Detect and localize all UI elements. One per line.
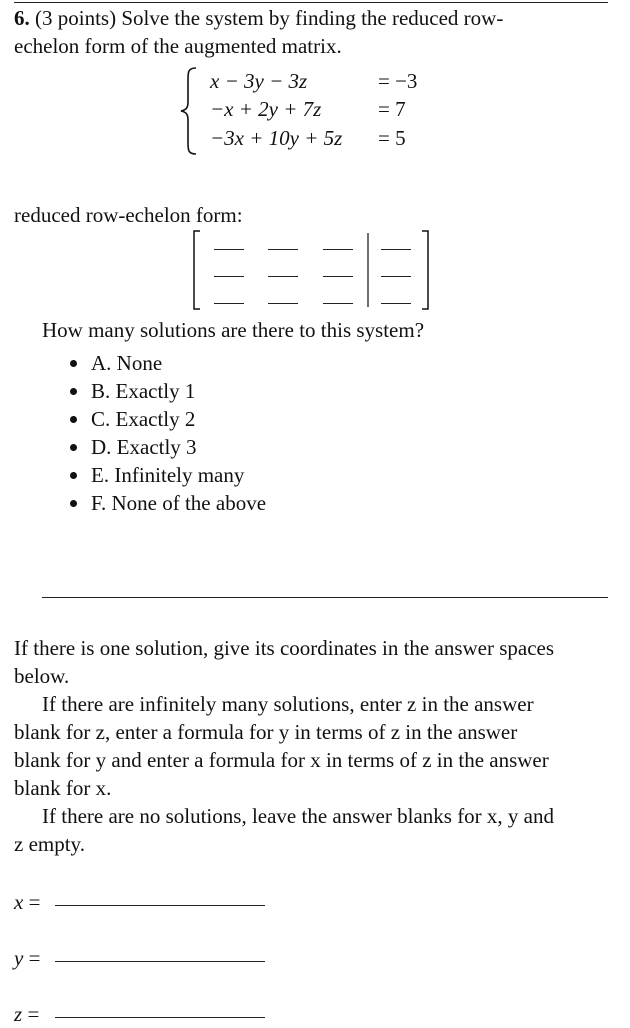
rref-entry-r1c1[interactable] — [214, 249, 244, 250]
answer-y-row — [14, 944, 40, 972]
top-rule — [14, 2, 608, 3]
solutions-question: How many solutions are there to this system? — [42, 318, 425, 342]
answer-z-eq: = — [27, 1002, 40, 1026]
instruction-2-line-4: blank for x. — [14, 776, 112, 800]
instruction-1-line-1: If there is one solution, give its coordinates in the answer spaces — [14, 636, 555, 660]
rref-entry-r3c2[interactable] — [268, 303, 298, 304]
system-row-3-rhs: = 5 — [378, 126, 406, 150]
bullet-icon — [70, 416, 77, 423]
option-a[interactable] — [70, 349, 162, 377]
system-row-3-lhs: −3x + 10y + 5z — [210, 126, 343, 150]
answer-y-blank[interactable] — [55, 961, 265, 962]
answer-x-eq: = — [28, 890, 41, 914]
bullet-icon — [70, 444, 77, 451]
rref-matrix — [190, 229, 432, 311]
option-e[interactable] — [70, 461, 244, 489]
problem-line-1: (3 points) Solve the system by finding the reduced row- — [35, 6, 504, 30]
problem-number: 6. — [14, 6, 30, 30]
bullet-icon — [70, 500, 77, 507]
instruction-2-line-1: If there are infinitely many solutions, enter z in the answer — [42, 692, 534, 716]
option-b-label: B. Exactly 1 — [91, 379, 196, 403]
system-row-2-lhs: −x + 2y + 7z — [210, 97, 322, 121]
option-c-label: C. Exactly 2 — [91, 407, 196, 431]
option-c[interactable] — [70, 405, 195, 433]
system-row-1-rhs: = −3 — [378, 69, 418, 93]
option-f[interactable] — [70, 489, 266, 517]
instruction-3-line-2: z empty. — [14, 832, 85, 856]
rref-entry-r3c4[interactable] — [381, 303, 411, 304]
answer-y-var: y — [14, 946, 24, 970]
answer-y-eq: = — [28, 946, 41, 970]
bullet-icon — [70, 472, 77, 479]
answer-x-var: x — [14, 890, 24, 914]
answer-x-blank[interactable] — [55, 905, 265, 906]
rref-entry-r3c3[interactable] — [323, 303, 353, 304]
bullet-icon — [70, 388, 77, 395]
rref-label: reduced row-echelon form: — [14, 203, 243, 227]
rref-entry-r3c1[interactable] — [214, 303, 244, 304]
problem-header — [14, 4, 608, 32]
instruction-1-line-2: below. — [14, 664, 70, 688]
option-b[interactable] — [70, 377, 195, 405]
answer-z-blank[interactable] — [55, 1017, 265, 1018]
problem-line-2: echelon form of the augmented matrix. — [14, 34, 342, 58]
answer-z-var: z — [14, 1002, 23, 1026]
rref-entry-r1c4[interactable] — [381, 249, 411, 250]
rref-entry-r1c3[interactable] — [323, 249, 353, 250]
rref-entry-r2c1[interactable] — [214, 276, 244, 277]
system-brace — [178, 66, 200, 156]
answer-x-row — [14, 888, 40, 916]
instruction-3-line-1: If there are no solutions, leave the answer blanks for x, y and — [42, 804, 554, 828]
rref-entry-r2c4[interactable] — [381, 276, 411, 277]
system-row-1-lhs: x − 3y − 3z — [210, 69, 308, 93]
rref-entry-r1c2[interactable] — [268, 249, 298, 250]
system-row-2-rhs: = 7 — [378, 97, 406, 121]
rref-entry-r2c2[interactable] — [268, 276, 298, 277]
bullet-icon — [70, 360, 77, 367]
rref-entry-r2c3[interactable] — [323, 276, 353, 277]
option-f-label: F. None of the above — [91, 491, 267, 515]
option-a-label: A. None — [91, 351, 163, 375]
instruction-2-line-2: blank for z, enter a formula for y in terms of z in the answer — [14, 720, 518, 744]
option-e-label: E. Infinitely many — [91, 463, 245, 487]
option-d-label: D. Exactly 3 — [91, 435, 197, 459]
instruction-2-line-3: blank for y and enter a formula for x in terms of z in the answer — [14, 748, 549, 772]
section-divider — [42, 597, 608, 598]
option-d[interactable] — [70, 433, 197, 461]
